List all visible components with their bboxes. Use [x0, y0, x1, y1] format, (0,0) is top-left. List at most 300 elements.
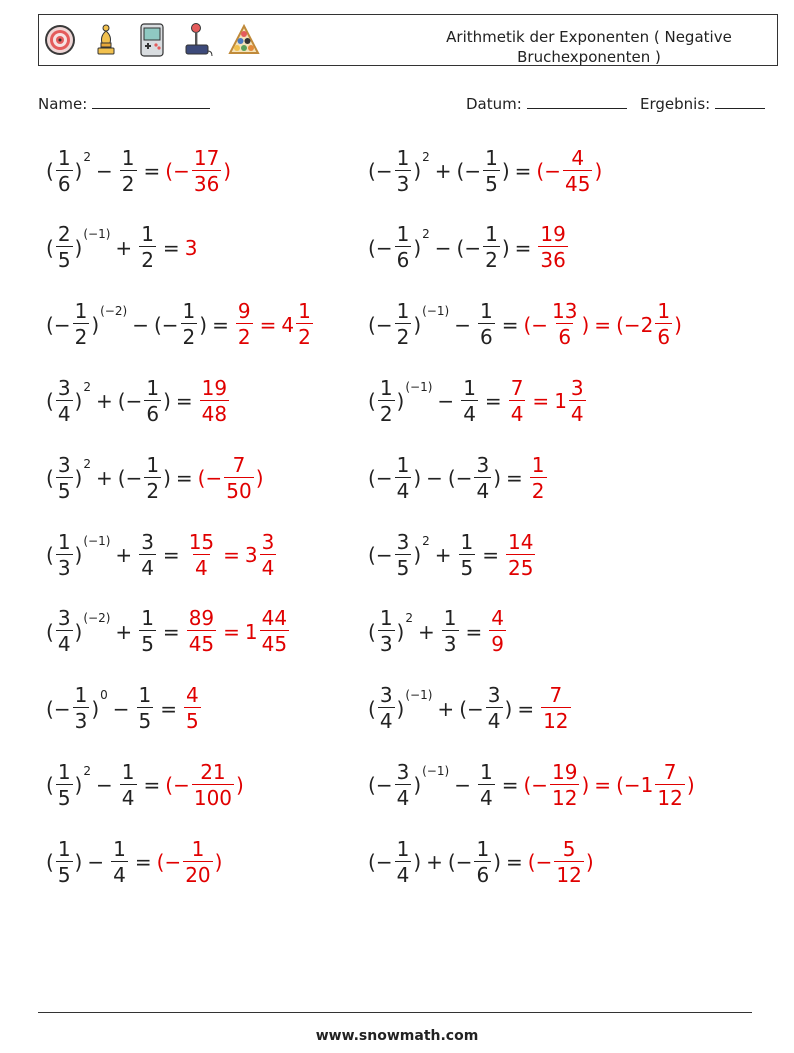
billiard-rack-icon	[227, 21, 261, 59]
parenthesis: (	[197, 466, 206, 491]
parenthesis: )	[163, 466, 171, 491]
answer	[539, 683, 572, 734]
minus-sign: −	[205, 466, 223, 491]
equals-sign: =	[143, 159, 161, 183]
parenthesis: )	[501, 159, 510, 183]
equals-sign: =	[514, 235, 532, 260]
equals-sign: =	[506, 466, 523, 491]
parenthesis: )	[91, 696, 100, 721]
minus-sign: −	[531, 773, 549, 798]
parenthesis: )	[74, 466, 83, 491]
parenthesis: )	[413, 850, 422, 875]
parenthesis: (	[616, 773, 624, 798]
numerator: 1	[141, 222, 154, 247]
parenthesis: )	[501, 235, 510, 260]
answer	[536, 146, 602, 197]
parenthesis: (	[165, 773, 174, 798]
denominator: 2	[396, 325, 410, 350]
operator: =	[223, 543, 240, 567]
operator: +	[437, 696, 455, 721]
parenthesis: )	[396, 389, 405, 414]
parenthesis: (	[368, 466, 376, 491]
minus-sign: −	[161, 312, 179, 337]
numerator: 4	[491, 606, 504, 631]
answer	[165, 760, 244, 811]
equals-sign: =	[514, 159, 532, 183]
equals-sign: =	[506, 850, 523, 875]
parenthesis: )	[223, 159, 232, 183]
numerator: 9	[237, 299, 251, 324]
denominator: 5	[485, 171, 498, 196]
operator: −	[87, 850, 105, 875]
denominator: 2	[379, 401, 393, 426]
problem-item	[368, 680, 573, 738]
numerator: 17	[193, 145, 220, 170]
exponent: (−2)	[83, 610, 111, 625]
denominator: 20	[185, 862, 211, 887]
numerator: 1	[113, 836, 126, 861]
operator: =	[594, 312, 612, 337]
dartboard-icon	[43, 21, 77, 59]
answer	[487, 606, 508, 657]
whole-number: 1	[554, 389, 567, 414]
numerator: 3	[379, 683, 393, 708]
exponent: (−1)	[83, 226, 111, 241]
denominator: 4	[396, 785, 410, 810]
footer-divider	[38, 1012, 752, 1013]
result-label: Ergebnis:	[640, 95, 711, 113]
numerator: 1	[396, 299, 410, 324]
minus-sign: −	[467, 696, 484, 721]
minus-sign: −	[464, 159, 482, 183]
operator: =	[532, 389, 550, 414]
parenthesis: (	[165, 159, 174, 183]
parenthesis: )	[74, 850, 83, 875]
operator: −	[434, 235, 452, 260]
numerator: 13	[552, 299, 578, 324]
parenthesis: (	[368, 543, 376, 567]
answer	[536, 222, 569, 273]
whole-number: 2	[640, 312, 654, 337]
answer	[523, 760, 694, 811]
denominator: 3	[396, 171, 410, 196]
exponent: (−2)	[100, 303, 128, 318]
numerator: 1	[379, 606, 393, 631]
exponent: 2	[422, 226, 430, 241]
chess-bishop-icon	[89, 21, 123, 59]
parenthesis: (	[46, 696, 54, 721]
fraction	[137, 683, 154, 734]
numerator: 3	[476, 452, 490, 477]
parenthesis: )	[396, 619, 405, 644]
denominator: 2	[237, 325, 251, 350]
denominator: 3	[74, 709, 88, 734]
numerator: 7	[510, 375, 524, 400]
denominator: 9	[491, 632, 504, 657]
date-label: Datum:	[466, 95, 522, 113]
equals-sign: =	[160, 696, 178, 721]
numerator: 3	[57, 606, 71, 631]
parenthesis: )	[214, 850, 223, 875]
fraction	[192, 146, 221, 197]
numerator: 1	[298, 299, 311, 324]
numerator: 1	[531, 452, 545, 477]
worksheet-title: Arithmetik der Exponenten ( Negative Bruchexponenten )	[446, 28, 732, 66]
fraction	[550, 760, 579, 811]
exponent: 2	[83, 764, 91, 779]
numerator: 1	[476, 836, 490, 861]
numerator: 3	[570, 375, 584, 400]
denominator: 12	[556, 862, 582, 887]
whole-number: 1	[640, 773, 654, 798]
fraction	[486, 683, 503, 734]
parenthesis: )	[413, 235, 422, 260]
exponent: 2	[405, 610, 413, 625]
numerator: 1	[396, 145, 410, 170]
fraction	[56, 146, 73, 197]
exponent: 2	[83, 457, 91, 472]
denominator: 4	[141, 555, 154, 580]
exponent: (−1)	[422, 303, 450, 318]
parenthesis: )	[91, 312, 100, 337]
operator: −	[132, 312, 149, 337]
fraction	[395, 760, 412, 811]
numerator: 1	[396, 222, 410, 247]
problem-item	[46, 296, 315, 354]
fraction	[192, 760, 234, 811]
equals-sign: =	[501, 312, 519, 337]
parenthesis: )	[199, 312, 208, 337]
denominator: 6	[558, 325, 572, 350]
equals-sign: =	[162, 619, 180, 644]
parenthesis: )	[413, 159, 422, 183]
fraction	[139, 222, 156, 273]
denominator: 5	[57, 785, 71, 810]
exponent: 2	[83, 150, 91, 164]
denominator: 5	[57, 248, 71, 273]
parenthesis: (	[368, 619, 376, 644]
problem-item	[368, 219, 570, 277]
minus-sign: −	[164, 850, 182, 875]
numerator: 1	[657, 299, 671, 324]
parenthesis: (	[368, 235, 376, 260]
operator: −	[112, 696, 130, 721]
denominator: 6	[657, 325, 671, 350]
worksheet-header	[38, 14, 778, 66]
numerator: 3	[261, 529, 275, 554]
numerator: 5	[562, 836, 576, 861]
minus-sign: −	[535, 850, 553, 875]
answer	[528, 453, 549, 504]
operator: +	[115, 235, 133, 260]
numerator: 1	[463, 375, 476, 400]
fraction	[474, 453, 491, 504]
fraction	[530, 453, 547, 504]
numerator: 4	[186, 683, 199, 708]
minus-sign: −	[125, 389, 143, 414]
denominator: 36	[193, 171, 220, 196]
denominator: 4	[379, 709, 393, 734]
fraction	[236, 299, 253, 350]
numerator: 1	[182, 299, 196, 324]
numerator: 1	[396, 452, 410, 477]
equals-sign: =	[501, 773, 519, 798]
minus-sign: −	[531, 312, 549, 337]
equals-sign: =	[482, 543, 500, 567]
denominator: 45	[188, 632, 215, 657]
parenthesis: )	[594, 159, 603, 183]
denominator: 5	[138, 709, 152, 734]
parenthesis: )	[686, 773, 695, 798]
parenthesis: (	[46, 312, 54, 337]
numerator: 15	[188, 529, 215, 554]
number: 3	[184, 235, 198, 260]
fraction	[395, 222, 412, 273]
problem-item	[46, 756, 244, 814]
denominator: 36	[540, 248, 566, 273]
name-field[interactable]	[38, 94, 210, 113]
fraction	[56, 760, 73, 811]
fraction	[187, 606, 216, 657]
equals-sign: =	[484, 389, 502, 414]
fraction	[224, 453, 253, 504]
fraction	[378, 606, 395, 657]
parenthesis: (	[459, 696, 467, 721]
minus-sign: −	[623, 312, 641, 337]
numerator: 14	[508, 529, 534, 554]
minus-sign: −	[375, 159, 393, 183]
numerator: 44	[261, 606, 288, 631]
fraction	[56, 376, 73, 427]
parenthesis: (	[456, 159, 465, 183]
parenthesis: (	[368, 159, 376, 183]
parenthesis: (	[368, 696, 376, 721]
problem-item	[368, 603, 508, 661]
problem-item	[368, 756, 695, 814]
problem-item	[46, 833, 222, 891]
operator: −	[96, 159, 113, 183]
numerator: 2	[57, 222, 71, 247]
numerator: 1	[485, 145, 498, 170]
fraction	[181, 299, 198, 350]
parenthesis: (	[447, 466, 456, 491]
fraction	[541, 683, 570, 734]
answer	[185, 606, 291, 657]
numerator: 1	[379, 375, 393, 400]
fraction	[73, 683, 90, 734]
numerator: 1	[57, 145, 71, 170]
fraction	[395, 837, 412, 888]
minus-sign: −	[455, 466, 473, 491]
fraction	[144, 453, 161, 504]
problem-item	[46, 219, 197, 277]
parenthesis: )	[413, 773, 422, 798]
parenthesis: (	[456, 235, 465, 260]
whole-number: 3	[244, 543, 258, 567]
denominator: 2	[146, 478, 160, 503]
numerator: 1	[460, 529, 474, 554]
problem-item	[368, 296, 682, 354]
denominator: 4	[570, 401, 584, 426]
denominator: 45	[261, 632, 288, 657]
numerator: 1	[485, 222, 498, 247]
parenthesis: (	[447, 850, 456, 875]
parenthesis: (	[523, 312, 532, 337]
parenthesis: )	[236, 773, 244, 798]
fraction	[378, 376, 395, 427]
denominator: 3	[379, 632, 393, 657]
fraction	[395, 530, 412, 581]
fraction	[73, 299, 90, 350]
minus-sign: −	[53, 312, 71, 337]
minus-sign: −	[173, 773, 190, 798]
parenthesis: )	[163, 389, 171, 414]
result-field[interactable]	[640, 94, 765, 113]
numerator: 3	[396, 759, 410, 784]
exponent: (−1)	[405, 380, 433, 395]
minus-sign: −	[53, 696, 71, 721]
parenthesis: )	[674, 312, 682, 337]
parenthesis: (	[156, 850, 165, 875]
parenthesis: )	[255, 466, 264, 491]
fraction	[563, 146, 592, 197]
exponent: (−1)	[405, 687, 433, 702]
parenthesis: )	[74, 543, 83, 567]
denominator: 5	[186, 709, 199, 734]
minus-sign: −	[375, 850, 393, 875]
numerator: 89	[188, 606, 215, 631]
minus-sign: −	[125, 466, 143, 491]
operator: +	[115, 543, 133, 567]
parenthesis: (	[536, 159, 545, 183]
problem-item	[368, 449, 549, 507]
fraction	[483, 222, 500, 273]
parenthesis: )	[504, 696, 513, 721]
operator: +	[426, 850, 443, 875]
answer	[157, 837, 223, 888]
answer	[185, 236, 198, 260]
result-blank[interactable]	[715, 94, 765, 109]
denominator: 25	[508, 555, 534, 580]
operator: =	[594, 773, 612, 798]
denominator: 4	[57, 401, 71, 426]
problem-item	[46, 142, 231, 200]
numerator: 1	[57, 529, 71, 554]
numerator: 1	[74, 299, 88, 324]
denominator: 2	[485, 248, 498, 273]
denominator: 4	[121, 785, 135, 810]
fraction	[442, 606, 459, 657]
equals-sign: =	[134, 850, 152, 875]
denominator: 2	[298, 325, 311, 350]
equals-sign: =	[517, 696, 535, 721]
answer	[182, 683, 203, 734]
fraction	[56, 837, 73, 888]
denominator: 3	[57, 555, 71, 580]
parenthesis: (	[46, 850, 54, 875]
name-blank[interactable]	[92, 94, 210, 109]
denominator: 4	[57, 632, 71, 657]
numerator: 7	[549, 683, 563, 708]
operator: −	[454, 773, 471, 798]
operator: =	[223, 619, 240, 644]
fraction	[478, 299, 495, 350]
fraction	[120, 760, 137, 811]
equals-sign: =	[175, 389, 193, 414]
answer	[198, 376, 231, 427]
denominator: 4	[396, 862, 410, 887]
equals-sign: =	[212, 312, 229, 337]
operator: −	[437, 389, 455, 414]
fraction	[459, 530, 476, 581]
numerator: 1	[479, 759, 493, 784]
exponent: 2	[422, 150, 430, 164]
parenthesis: (	[368, 389, 376, 414]
numerator: 1	[57, 759, 71, 784]
fraction	[569, 376, 586, 427]
fraction	[554, 837, 583, 888]
numerator: 3	[57, 452, 71, 477]
date-field[interactable]	[466, 94, 627, 113]
operator: +	[96, 389, 113, 414]
numerator: 1	[57, 836, 71, 861]
problem-item	[368, 372, 588, 430]
minus-sign: −	[375, 312, 393, 337]
operator: −	[426, 466, 443, 491]
fraction	[56, 530, 73, 581]
numerator: 19	[201, 375, 228, 400]
denominator: 45	[565, 171, 591, 196]
parenthesis: (	[117, 389, 126, 414]
numerator: 1	[396, 836, 410, 861]
denominator: 12	[657, 785, 683, 810]
fraction	[655, 760, 684, 811]
denominator: 48	[201, 401, 228, 426]
problem-item	[46, 526, 278, 584]
denominator: 6	[57, 171, 71, 196]
denominator: 5	[57, 862, 71, 887]
fraction	[378, 683, 395, 734]
date-blank[interactable]	[527, 94, 627, 109]
parenthesis: )	[74, 619, 83, 644]
numerator: 7	[663, 759, 677, 784]
answer	[504, 530, 537, 581]
fraction	[183, 837, 212, 888]
operator: +	[434, 543, 452, 567]
denominator: 6	[479, 325, 493, 350]
denominator: 12	[552, 785, 578, 810]
equals-sign: =	[465, 619, 483, 644]
footer-url: www.snowmath.com	[315, 1028, 479, 1044]
denominator: 2	[141, 248, 154, 273]
denominator: 5	[57, 478, 71, 503]
denominator: 100	[193, 785, 233, 810]
problem-item	[46, 603, 291, 661]
denominator: 4	[463, 401, 476, 426]
whole-number: 4	[281, 312, 295, 337]
parenthesis: )	[74, 235, 83, 260]
denominator: 12	[543, 709, 569, 734]
minus-sign: −	[375, 543, 393, 567]
fraction	[461, 376, 478, 427]
numerator: 1	[146, 375, 160, 400]
fraction	[144, 376, 161, 427]
parenthesis: )	[581, 312, 590, 337]
equals-sign: =	[162, 235, 180, 260]
fraction	[187, 530, 216, 581]
answer	[165, 146, 231, 197]
numerator: 1	[479, 299, 493, 324]
